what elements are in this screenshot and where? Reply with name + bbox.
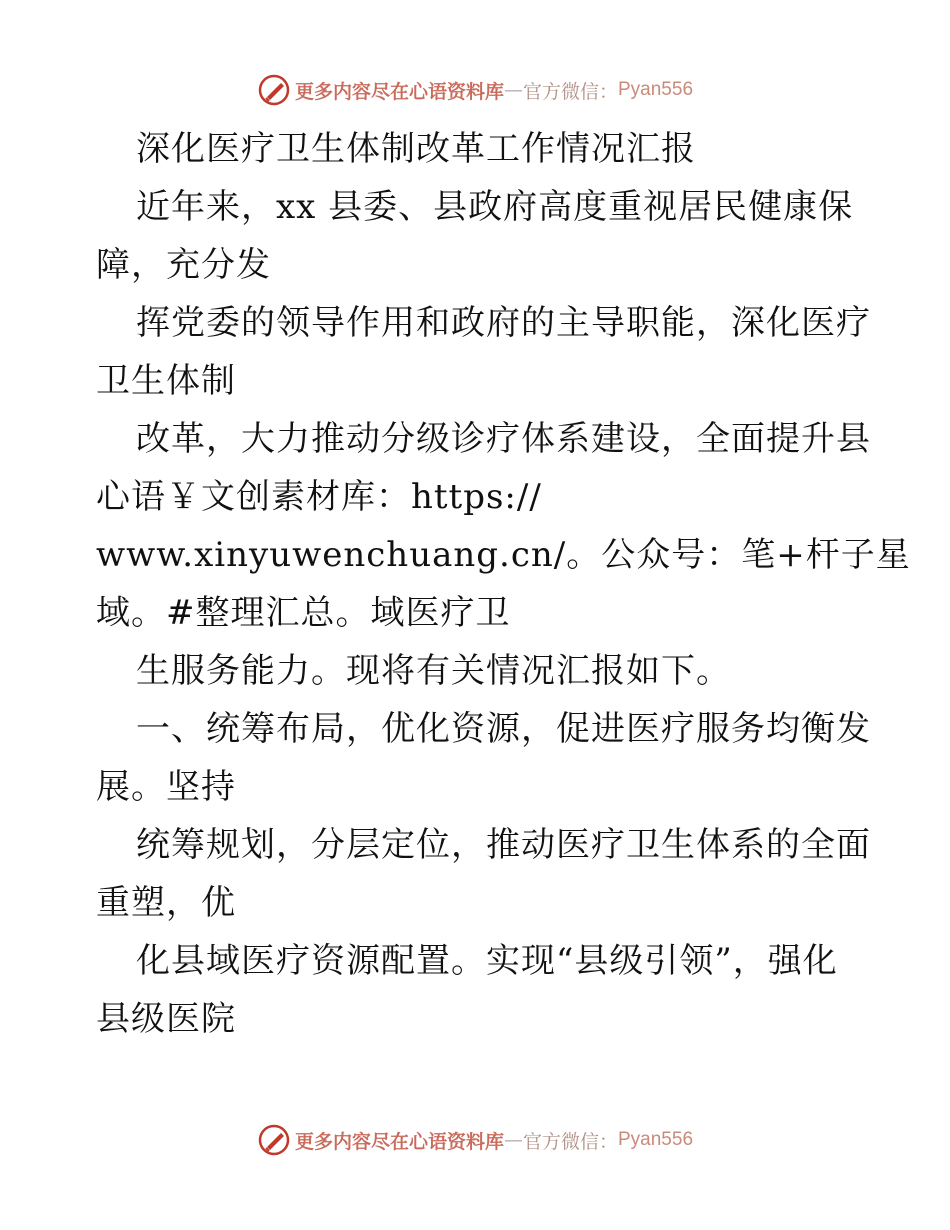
footer-watermark-banner	[0, 1120, 950, 1160]
pen-logo-icon	[257, 1123, 291, 1157]
document-body	[96, 120, 911, 1048]
paragraph-line: 心语￥文创素材库：https://	[96, 477, 542, 517]
banner-label: 官方微信：	[522, 1130, 618, 1153]
banner-text: 更多内容尽在心语资料库	[294, 80, 504, 103]
paragraph-line: 生服务能力。现将有关情况汇报如下。	[136, 651, 731, 691]
document-title: 深化医疗卫生体制改革工作情况汇报	[136, 129, 696, 169]
paragraph-line: 统筹规划，分层定位，推动医疗卫生体系的全面	[136, 825, 871, 865]
paragraph-line: www.xinyuwenchuang.cn/。公众号：笔+杆子星	[96, 535, 911, 575]
header-watermark-banner	[0, 70, 950, 110]
banner-separator: —	[503, 79, 523, 101]
paragraph-line: 改革，大力推动分级诊疗体系建设，全面提升县	[136, 419, 871, 459]
paragraph-line: 重塑，优	[96, 883, 236, 923]
paragraph-line: 障，充分发	[96, 245, 271, 285]
banner-text: 更多内容尽在心语资料库	[294, 1130, 504, 1153]
paragraph-line: 域。#整理汇总。域医疗卫	[96, 593, 511, 633]
paragraph-line: 卫生体制	[96, 361, 236, 401]
paragraph-line: 展。坚持	[96, 767, 236, 807]
section-heading-line: 一、统筹布局，优化资源，促进医疗服务均衡发	[136, 709, 871, 749]
paragraph-line: 县级医院	[96, 999, 236, 1039]
banner-wechat-id: Pyan556	[618, 1129, 694, 1150]
paragraph-line: 近年来，xx 县委、县政府高度重视居民健康保	[136, 187, 854, 227]
paragraph-line: 挥党委的领导作用和政府的主导职能，深化医疗	[136, 303, 871, 343]
paragraph-line: 化县域医疗资源配置。实现“县级引领”，强化	[136, 941, 838, 981]
pen-logo-icon	[257, 73, 291, 107]
banner-separator: —	[503, 1129, 523, 1151]
banner-label: 官方微信：	[522, 80, 618, 103]
banner-wechat-id: Pyan556	[618, 79, 694, 100]
